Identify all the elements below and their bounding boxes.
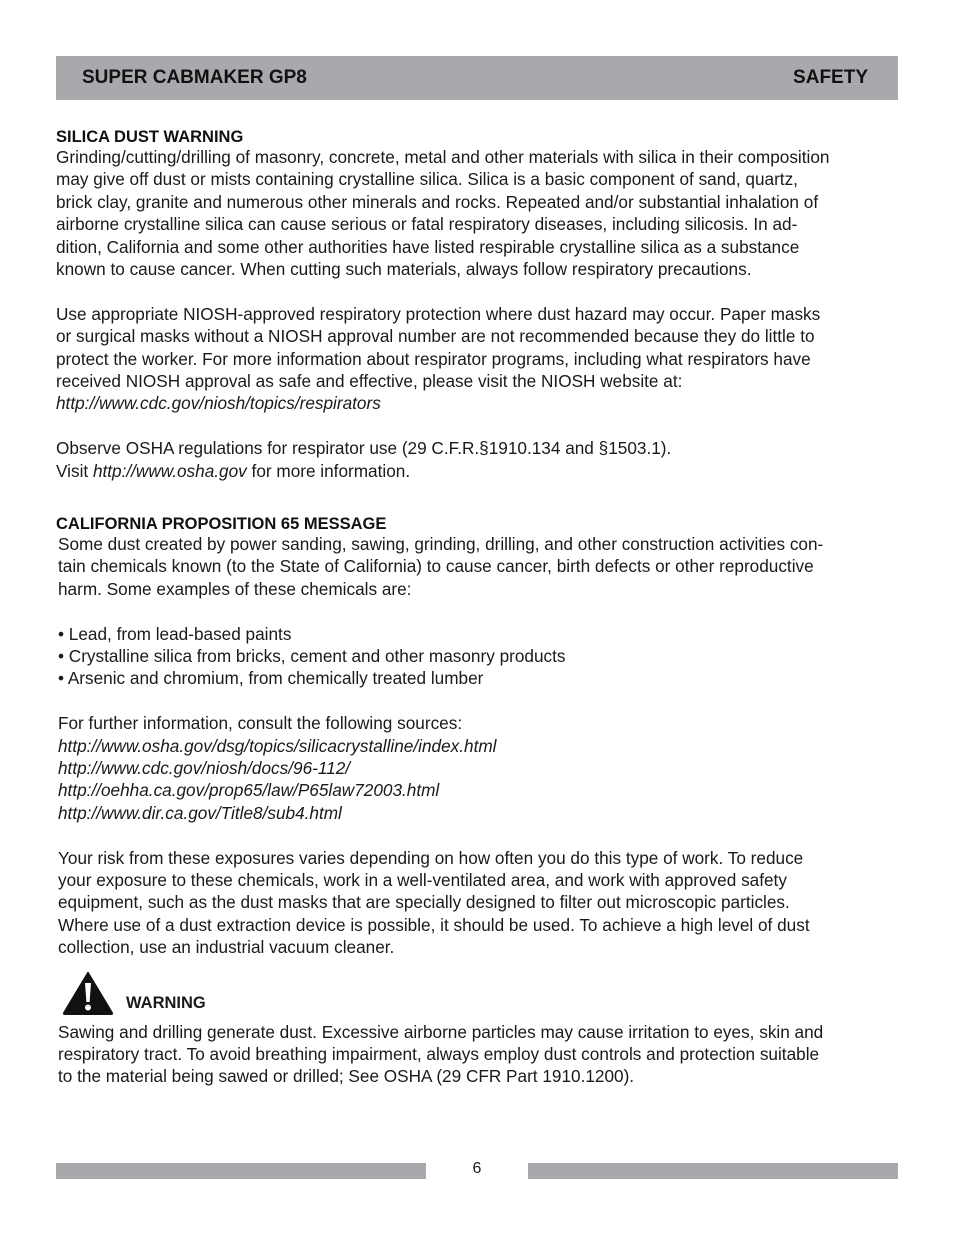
osha-link[interactable]: http://www.osha.gov <box>92 460 247 481</box>
osha-paragraph: Observe OSHA regulations for respirator use (29 C.F.R.§1910.134 and §1503.1). Visit http://www.osha.gov for more information. <box>56 438 672 481</box>
source-link[interactable]: http://www.osha.gov/dsg/topics/silicacrystalline/index.html <box>58 735 497 756</box>
chemicals-list <box>58 623 904 690</box>
warning-text: Sawing and drilling generate dust. Excessive airborne particles may cause irritation to eyes, skin and respiratory tract. To avoid breathing impairment, always employ dust controls and protection suitable to the material being sawed or drilled; See OSHA (29 CFR Part 1910.1200). <box>58 1021 824 1087</box>
prop65-section <box>56 515 904 1088</box>
warning-triangle-icon <box>62 971 114 1015</box>
page-header <box>56 56 898 100</box>
section-title: SAFETY <box>793 67 868 88</box>
list-item: • Crystalline silica from bricks, cement and other masonry products <box>58 646 566 667</box>
page-number: 6 <box>472 1160 482 1177</box>
niosh-link[interactable]: http://www.cdc.gov/niosh/topics/respirators <box>56 393 381 414</box>
warning-label: WARNING <box>126 993 206 1012</box>
risk-paragraph: Your risk from these exposures varies depending on how often you do this type of work. To reduce your exposure to these chemicals, work in a well-ventilated area, and work with approved safety equipment, such as the dust masks that are specially designed to filter out microscopic particles. Where use of a dust extraction device is possible, it should be used. To achieve a high level of dust collection, use an industrial vacuum cleaner. <box>58 847 810 958</box>
footer-bar-left <box>56 1163 426 1179</box>
silica-paragraph-1: Grinding/cutting/drilling of masonry, concrete, metal and other materials with silica in their composition may give off dust or mists containing crystalline silica. Silica is a basic component of sand, quartz, brick clay, granite and numerous other minerals and rocks. Repeated and/or substantial inhalation of airborne crystalline silica can cause serious or fatal respiratory diseases, including silicosis. In ad- dition, California and some other authorities have listed respirable crystalline silica as a substance known to cause cancer. When cutting such materials, always follow respiratory precautions. <box>56 147 830 280</box>
silica-section <box>56 128 904 482</box>
source-link[interactable]: http://oehha.ca.gov/prop65/law/P65law72003.html <box>58 780 440 801</box>
prop65-paragraph: Some dust created by power sanding, sawing, grinding, drilling, and other construction activities con- tain chemicals known (to the State of California) to cause cancer, birth defects or other reproductive harm. Some examples of these chemicals are: <box>58 534 824 599</box>
sources-list <box>58 712 904 824</box>
sources-intro: For further information, consult the following sources: <box>58 713 463 734</box>
prop65-heading: CALIFORNIA PROPOSITION 65 MESSAGE <box>56 515 387 533</box>
source-link[interactable]: http://www.dir.ca.gov/Title8/sub4.html <box>58 802 342 823</box>
list-item: • Arsenic and chromium, from chemically treated lumber <box>58 668 484 689</box>
source-link[interactable]: http://www.cdc.gov/niosh/docs/96-112/ <box>58 758 351 779</box>
silica-paragraph-2: Use appropriate NIOSH-approved respiratory protection where dust hazard may occur. Paper masks or surgical masks without a NIOSH approval number are not recommended because they do little to protect the worker. For more information about respirator programs, including what respirators have received NIOSH approval as safe and effective, please visit the NIOSH website at: http://www.cdc.gov/niosh/topics/respirators <box>56 303 821 414</box>
silica-heading: SILICA DUST WARNING <box>56 128 244 146</box>
manual-title: SUPER CABMAKER GP8 <box>82 67 307 88</box>
warning-row <box>62 971 904 1015</box>
list-item: • Lead, from lead-based paints <box>58 623 292 644</box>
footer-bar-right <box>528 1163 898 1179</box>
